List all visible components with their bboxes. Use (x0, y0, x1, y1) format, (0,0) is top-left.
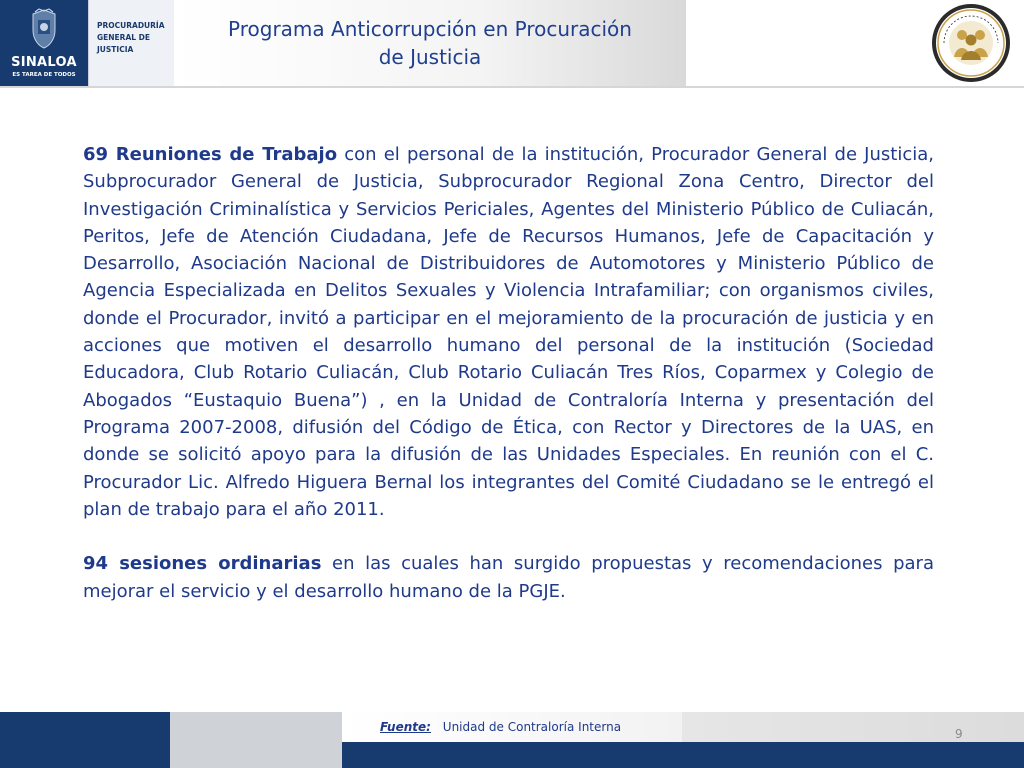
slide-footer (0, 712, 1024, 768)
header-divider (0, 86, 1024, 88)
title-block (174, 0, 686, 86)
meetings-lead: 69 Reuniones de Trabajo (83, 144, 338, 165)
slide-title (174, 15, 686, 71)
sinaloa-logo (0, 0, 88, 86)
pgj-seal-icon (930, 2, 1012, 84)
agency-name-block (88, 0, 175, 86)
source-note (380, 720, 621, 734)
sessions-text: en las cuales han surgido propuestas y recomendaciones para mejorar el servicio y el desarrollo humano de la PGJE. (83, 553, 934, 602)
source-label: Fuente: (380, 720, 431, 734)
footer-navy-band (0, 712, 170, 768)
page-number: 9 (955, 727, 963, 741)
state-tagline: ES TAREA DE TODOS (12, 72, 76, 78)
agency-line-2: GENERAL DE (97, 33, 150, 42)
agency-line-1: PROCURADURÍA (97, 21, 165, 30)
title-line-1: Programa Anticorrupción en Procuración (228, 17, 632, 41)
agency-line-3: JUSTICIA (97, 45, 134, 54)
paragraph-meetings (83, 141, 934, 523)
meetings-text: con el personal de la institución, Procurador General de Justicia, Subprocurador General de Justicia, Subprocurador Regional Zona Centro, Director del Investigación Criminalística y Servicios Periciales, Agentes del Ministerio Público de Culiacán, Peritos, Jefe de Atención Ciudadana, Jefe de Recursos Humanos, Jefe de Capacitación y Desarrollo, Asociación Nacional de Distribuidores de Automotores y Ministerio Público de Agencia Especializada en Delitos Sexuales y Violencia Intrafamiliar; con organismos civiles, donde el Procurador, invitó a participar en el mejoramiento de la procuración de justicia y en acciones que motiven el desarrollo humano del personal de la institución (Sociedad Educadora, Club Rotario Culiacán, Club Rotario Culiacán Tres Ríos, Coparmex y Colegio de Abogados “Eustaquio Buena”) , en la Unidad de Contraloría Interna y presentación del Programa 2007-2008, difusión del Código de Ética, con Rector y Directores de la UAS, en donde se solicitó apoyo para la difusión de las Unidades Especiales. En reunión con el C. Procurador Lic. Alfredo Higuera Bernal los integrantes del Comité Ciudadano se le entregó el plan de trabajo para el año 2011. (83, 144, 934, 520)
sinaloa-shield-icon (29, 8, 59, 50)
slide-header (0, 0, 1024, 88)
source-value: Unidad de Contraloría Interna (442, 720, 622, 734)
slide-body (83, 141, 934, 632)
sessions-lead: 94 sesiones ordinarias (83, 553, 322, 575)
state-name: SINALOA (11, 55, 77, 70)
agency-name (97, 20, 173, 56)
title-line-2: de Justicia (378, 45, 482, 69)
footer-grey-band (170, 712, 342, 768)
seal-area (686, 0, 1024, 86)
footer-right-band (682, 712, 1024, 742)
footer-bottom-band (342, 742, 1024, 768)
paragraph-sessions (83, 550, 934, 605)
